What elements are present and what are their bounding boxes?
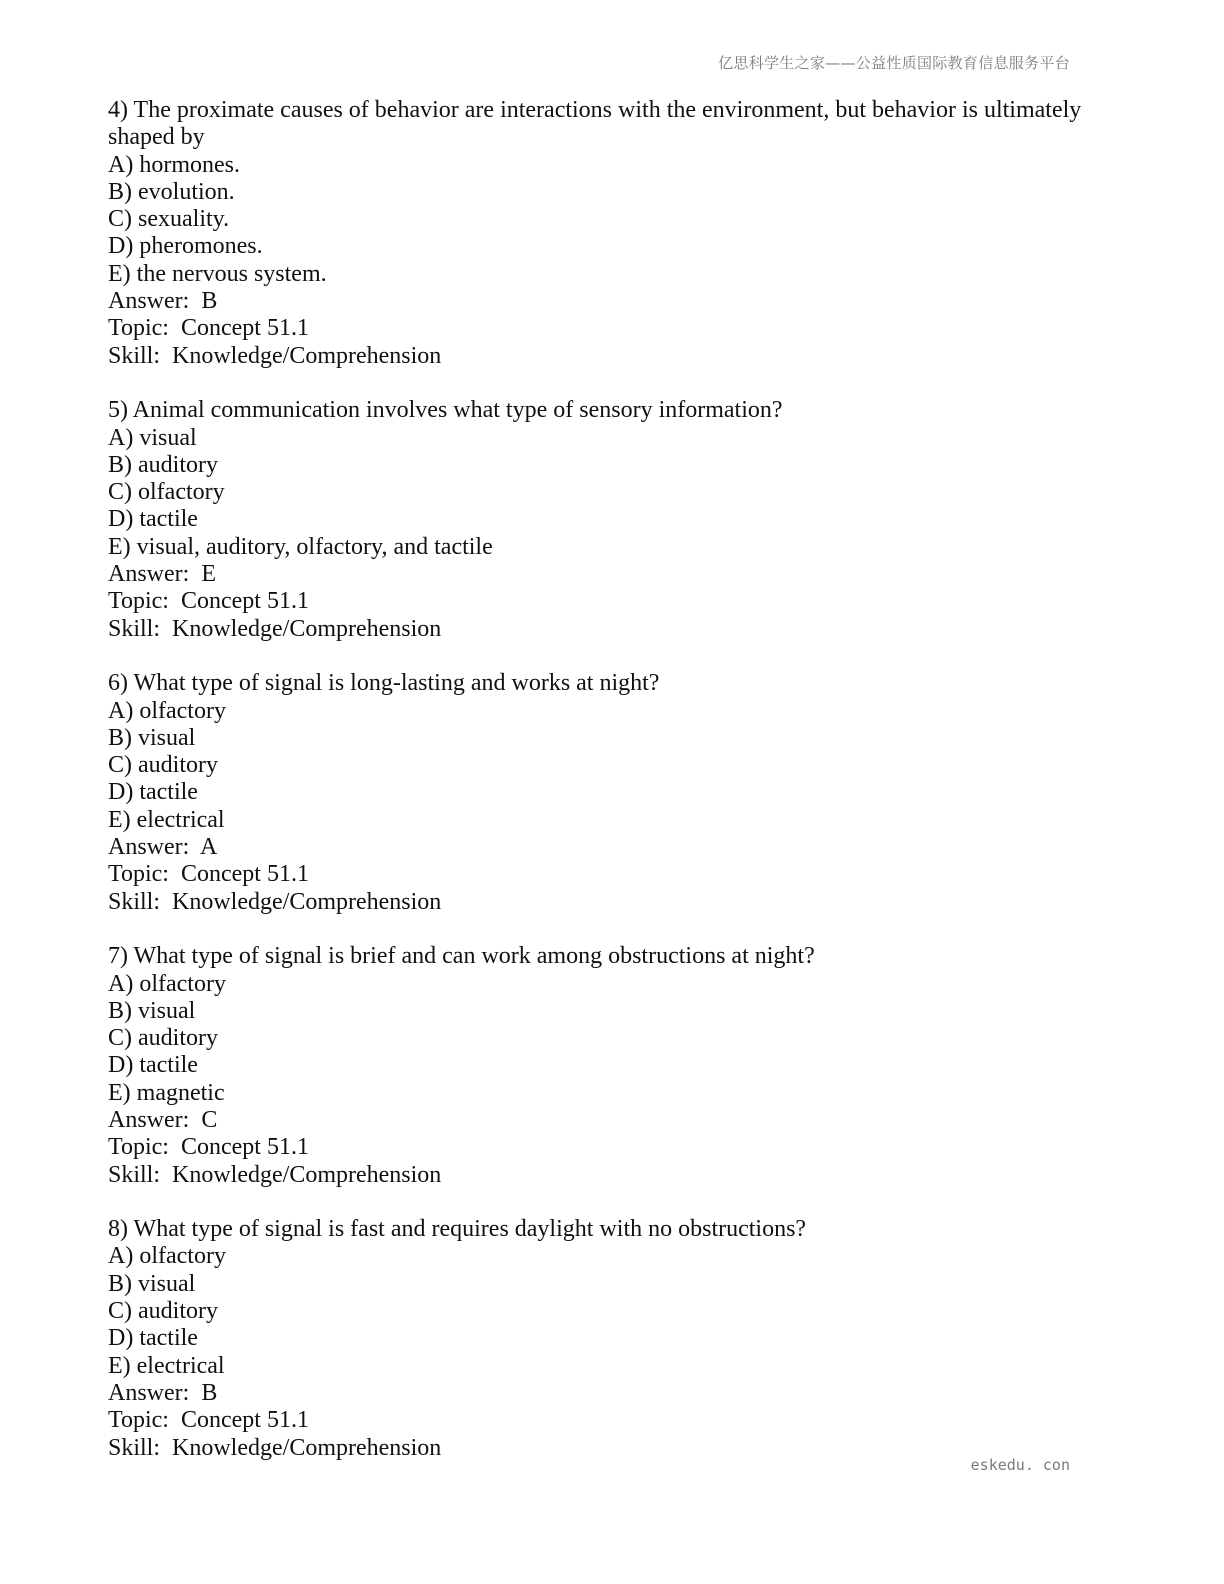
option-c: C) auditory — [108, 1025, 218, 1052]
question-list — [108, 97, 1088, 1462]
option-e: E) electrical — [108, 1352, 225, 1379]
option-d: D) tactile — [108, 1052, 198, 1079]
topic-line: Topic: Concept 51.1 — [108, 1134, 309, 1161]
skill-line: Skill: Knowledge/Comprehension — [108, 888, 442, 915]
page-footer: eskedu. con — [970, 1456, 1070, 1474]
topic-line: Topic: Concept 51.1 — [108, 1407, 309, 1434]
option-e: E) electrical — [108, 806, 225, 833]
skill-line: Skill: Knowledge/Comprehension — [108, 342, 442, 369]
topic-line: Topic: Concept 51.1 — [108, 861, 309, 888]
option-b: B) visual — [108, 997, 196, 1024]
question-stem: 5) Animal communication involves what type of sensory information? — [108, 397, 783, 424]
skill-line: Skill: Knowledge/Comprehension — [108, 615, 442, 642]
option-d: D) tactile — [108, 1325, 198, 1352]
option-c: C) sexuality. — [108, 206, 230, 233]
answer-line: Answer: B — [108, 1379, 218, 1406]
page-header: 亿思科学生之家——公益性质国际教育信息服务平台 — [718, 54, 1070, 72]
answer-line: Answer: A — [108, 834, 218, 861]
question-8 — [108, 1216, 1083, 1462]
option-d: D) pheromones. — [108, 233, 263, 260]
option-b: B) auditory — [108, 451, 218, 478]
question-stem: 8) What type of signal is fast and requires daylight with no obstructions? — [108, 1216, 807, 1243]
option-c: C) auditory — [108, 752, 218, 779]
topic-line: Topic: Concept 51.1 — [108, 588, 309, 615]
option-e: E) magnetic — [108, 1079, 225, 1106]
option-e: E) the nervous system. — [108, 260, 327, 287]
answer-line: Answer: E — [108, 561, 216, 588]
skill-line: Skill: Knowledge/Comprehension — [108, 1161, 442, 1188]
option-c: C) auditory — [108, 1298, 218, 1325]
answer-line: Answer: B — [108, 288, 218, 315]
answer-line: Answer: C — [108, 1106, 218, 1133]
option-b: B) visual — [108, 1270, 196, 1297]
question-5 — [108, 397, 1083, 643]
question-6 — [108, 670, 1083, 916]
option-a: A) hormones. — [108, 151, 240, 178]
topic-line: Topic: Concept 51.1 — [108, 315, 309, 342]
option-c: C) olfactory — [108, 479, 225, 506]
option-a: A) olfactory — [108, 970, 226, 997]
question-4 — [108, 97, 1088, 370]
option-a: A) olfactory — [108, 697, 226, 724]
question-stem: 6) What type of signal is long-lasting and works at night? — [108, 670, 660, 697]
question-stem: 4) The proximate causes of behavior are interactions with the environment, but behavior is ultimately shaped by — [108, 97, 1088, 151]
option-b: B) visual — [108, 724, 196, 751]
question-stem: 7) What type of signal is brief and can work among obstructions at night? — [108, 943, 815, 970]
option-b: B) evolution. — [108, 178, 235, 205]
skill-line: Skill: Knowledge/Comprehension — [108, 1434, 442, 1461]
option-e: E) visual, auditory, olfactory, and tactile — [108, 533, 493, 560]
option-a: A) olfactory — [108, 1243, 226, 1270]
option-d: D) tactile — [108, 779, 198, 806]
option-d: D) tactile — [108, 506, 198, 533]
question-7 — [108, 943, 1083, 1189]
option-a: A) visual — [108, 424, 197, 451]
